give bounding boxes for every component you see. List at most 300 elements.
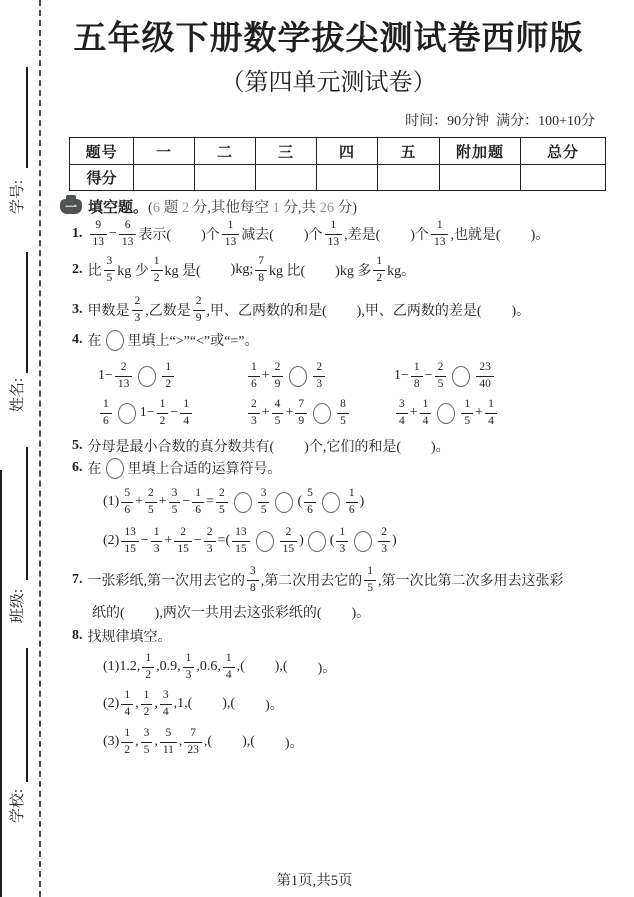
fraction bbox=[121, 690, 133, 718]
fraction bbox=[121, 488, 133, 516]
question-line bbox=[103, 651, 336, 683]
fraction-denominator: 3 bbox=[151, 541, 163, 556]
fraction-denominator: 2 bbox=[142, 667, 154, 682]
text-run: 找规律填空。 bbox=[87, 630, 172, 645]
fraction-numerator: 1 bbox=[488, 398, 494, 410]
comparison-item bbox=[98, 397, 194, 429]
fraction bbox=[222, 220, 240, 248]
fill-in-circle bbox=[289, 366, 307, 387]
fraction bbox=[141, 728, 153, 756]
sidebar-blank-line bbox=[26, 252, 28, 373]
fraction-numerator: 3 bbox=[399, 398, 405, 410]
question-number: 5. bbox=[72, 438, 83, 453]
text-run: − bbox=[193, 533, 202, 548]
fraction-denominator: 15 bbox=[232, 541, 250, 556]
question-line bbox=[72, 324, 258, 356]
fraction-denominator: 11 bbox=[160, 742, 177, 757]
fraction bbox=[192, 488, 204, 516]
question-number: 8. bbox=[72, 628, 83, 643]
fraction-denominator: 6 bbox=[248, 376, 260, 391]
comparison-item bbox=[98, 360, 176, 392]
fraction-numerator: 2 bbox=[120, 361, 127, 373]
fraction-denominator: 5 bbox=[272, 413, 284, 428]
fraction-numerator: 1 bbox=[436, 219, 443, 231]
text-run: )kg 多 bbox=[335, 264, 372, 279]
fraction bbox=[313, 362, 325, 390]
fraction bbox=[204, 527, 216, 555]
question-line bbox=[72, 452, 282, 484]
fraction-numerator: 2 bbox=[218, 487, 225, 499]
fraction bbox=[162, 362, 174, 390]
fraction-denominator: 9 bbox=[295, 413, 307, 428]
text-run: )个 bbox=[201, 228, 220, 243]
fraction-denominator: 5 bbox=[216, 502, 228, 517]
fraction-denominator: 13 bbox=[90, 234, 108, 249]
fraction-numerator: 1 bbox=[153, 255, 160, 267]
fraction-numerator: 2 bbox=[195, 295, 202, 307]
text-run: 里填上“>”“<”或“=”。 bbox=[127, 334, 259, 349]
text-run: =( bbox=[217, 533, 231, 548]
text-run: ,第一次比第二次多用去这张彩 bbox=[378, 574, 564, 589]
fraction bbox=[100, 399, 112, 427]
text-run: ,第二次用去它的 bbox=[260, 574, 363, 589]
text-run: , bbox=[178, 734, 183, 749]
question-number: 7. bbox=[72, 572, 83, 587]
text-run: ),( bbox=[222, 696, 236, 711]
fraction-denominator: 2 bbox=[162, 376, 174, 391]
comparison-item bbox=[394, 397, 499, 429]
text-run: ,乙数是 bbox=[145, 304, 191, 319]
fraction bbox=[104, 256, 116, 284]
text-run: 减去( bbox=[241, 228, 274, 243]
score-table-header-cell: 四 bbox=[317, 138, 378, 165]
text-run: )。 bbox=[431, 440, 450, 455]
fraction-numerator: 2 bbox=[316, 361, 323, 373]
fraction-denominator: 8 bbox=[255, 270, 267, 285]
question-number: 1. bbox=[72, 226, 83, 241]
sidebar-field-label: 姓名: bbox=[10, 377, 26, 413]
text-run: ),( bbox=[274, 659, 288, 674]
fraction-denominator: 13 bbox=[115, 376, 133, 391]
text-run: 1− bbox=[139, 405, 155, 420]
text-run: )。 bbox=[351, 606, 371, 621]
fraction-numerator: 3 bbox=[106, 255, 113, 267]
fraction-numerator: 1 bbox=[330, 219, 337, 231]
fraction-denominator: 6 bbox=[192, 502, 204, 517]
text-run: − bbox=[182, 494, 191, 509]
fraction bbox=[411, 362, 423, 390]
sidebar-blank-line bbox=[26, 447, 28, 580]
fraction-denominator: 3 bbox=[183, 667, 195, 682]
fraction bbox=[121, 728, 133, 756]
text-run: ) bbox=[391, 533, 397, 548]
fraction-denominator: 40 bbox=[476, 376, 494, 391]
question-line bbox=[60, 397, 597, 429]
fraction-numerator: 9 bbox=[95, 219, 102, 231]
fraction bbox=[142, 653, 154, 681]
page-footer: 第1页,共5页 bbox=[276, 873, 353, 889]
fraction-denominator: 8 bbox=[247, 580, 259, 595]
question-line bbox=[72, 564, 564, 596]
text-run: 分,其他每空 bbox=[189, 200, 273, 216]
question-line bbox=[72, 218, 549, 250]
fraction-numerator: 1 bbox=[165, 361, 172, 373]
fraction-numerator: 1 bbox=[185, 652, 192, 664]
fraction bbox=[141, 690, 153, 718]
fraction-denominator: 4 bbox=[180, 413, 192, 428]
fraction-numerator: 1 bbox=[464, 398, 471, 410]
question-number: 3. bbox=[72, 302, 83, 317]
fraction-denominator: 4 bbox=[223, 667, 235, 682]
fraction-denominator: 4 bbox=[420, 413, 432, 428]
text-run: 1− bbox=[394, 368, 409, 383]
score-table-header-cell: 二 bbox=[195, 138, 256, 165]
fraction-numerator: 1 bbox=[159, 398, 166, 410]
fraction bbox=[180, 399, 192, 427]
comparison-item bbox=[394, 360, 496, 392]
fraction bbox=[272, 399, 284, 427]
score-table-header-cell: 一 bbox=[134, 138, 195, 165]
fraction-denominator: 6 bbox=[121, 502, 133, 517]
text-run: ,甲、乙两数的和是( bbox=[206, 304, 327, 319]
text-run: ,1,( bbox=[173, 696, 193, 711]
fraction-numerator: 5 bbox=[124, 487, 131, 499]
fill-in-circle bbox=[437, 403, 455, 424]
fraction bbox=[248, 399, 260, 427]
question-number: 6. bbox=[72, 460, 83, 475]
fill-in-circle bbox=[354, 531, 372, 552]
fraction-numerator: 1 bbox=[227, 219, 234, 231]
fraction bbox=[121, 527, 139, 555]
fraction-denominator: 5 bbox=[169, 502, 181, 517]
text-run: ,( bbox=[236, 659, 245, 674]
fraction-denominator: 13 bbox=[431, 234, 449, 249]
text-run: (1)1.2, bbox=[103, 659, 141, 674]
fraction-numerator: 1 bbox=[413, 361, 420, 373]
text-run: 在 bbox=[87, 462, 102, 477]
fraction-denominator: 3 bbox=[132, 310, 144, 325]
fraction-denominator: 4 bbox=[160, 704, 172, 719]
fraction-numerator: 13 bbox=[124, 526, 136, 538]
fraction-denominator: 2 bbox=[151, 270, 163, 285]
fraction-numerator: 2 bbox=[437, 361, 444, 373]
fraction-numerator: 1 bbox=[195, 487, 202, 499]
fraction bbox=[258, 488, 270, 516]
comparison-item bbox=[246, 360, 327, 392]
text-run: ) bbox=[359, 494, 365, 509]
fraction-numerator: 1 bbox=[348, 487, 355, 499]
text-run: 题 bbox=[160, 200, 182, 216]
text-run: 分,共 bbox=[279, 200, 320, 216]
fraction-denominator: 5 bbox=[145, 502, 157, 517]
text-run: kg 少 bbox=[117, 264, 149, 279]
question-line bbox=[60, 360, 597, 392]
text-run: 甲数是 bbox=[87, 304, 130, 319]
fraction-denominator: 3 bbox=[378, 541, 390, 556]
fraction bbox=[174, 527, 192, 555]
text-run: , bbox=[135, 734, 139, 749]
question-line bbox=[103, 525, 397, 557]
score-table-header-cell: 五 bbox=[378, 138, 440, 165]
fraction-denominator: 2 bbox=[373, 270, 385, 285]
fraction-numerator: 2 bbox=[134, 295, 141, 307]
fill-in-circle bbox=[308, 531, 326, 552]
text-run: + bbox=[475, 405, 484, 420]
fraction-denominator: 9 bbox=[272, 376, 284, 391]
fraction-denominator: 4 bbox=[485, 413, 497, 428]
fraction-numerator: 1 bbox=[124, 727, 131, 739]
text-run: − bbox=[424, 368, 433, 383]
sidebar-field-label: 班级: bbox=[10, 588, 26, 624]
fill-in-circle bbox=[234, 492, 252, 513]
fraction-denominator: 3 bbox=[204, 541, 216, 556]
paper-content bbox=[60, 0, 597, 897]
fraction bbox=[461, 399, 473, 427]
fraction bbox=[304, 488, 316, 516]
fraction-numerator: 8 bbox=[340, 398, 346, 410]
fraction bbox=[160, 690, 172, 718]
text-run: − bbox=[140, 533, 149, 548]
fraction-numerator: 2 bbox=[381, 526, 387, 538]
text-run: )个,它们的和是( bbox=[304, 440, 401, 455]
fraction-denominator: 3 bbox=[248, 413, 260, 428]
text-run: )个 bbox=[303, 228, 323, 243]
fraction-numerator: 7 bbox=[190, 727, 197, 739]
fraction-denominator: 2 bbox=[121, 742, 133, 757]
fraction-numerator: 1 bbox=[376, 255, 383, 267]
fraction-numerator: 7 bbox=[298, 398, 305, 410]
fraction-numerator: 3 bbox=[260, 487, 267, 499]
text-run: )。 bbox=[530, 228, 550, 243]
fraction bbox=[248, 362, 260, 390]
fill-in-circle bbox=[118, 403, 136, 424]
fraction bbox=[132, 296, 144, 324]
fraction-denominator: 6 bbox=[100, 413, 112, 428]
fraction-denominator: 13 bbox=[119, 234, 137, 249]
text-run: (2) bbox=[103, 533, 120, 548]
text-run: + bbox=[164, 533, 173, 548]
fraction-denominator: 4 bbox=[121, 704, 133, 719]
fraction-denominator: 5 bbox=[337, 413, 349, 428]
fraction bbox=[325, 220, 343, 248]
text-run: ,( bbox=[203, 734, 213, 749]
fraction-numerator: 3 bbox=[162, 689, 169, 701]
text-run: ),( bbox=[242, 734, 255, 749]
fraction bbox=[295, 399, 307, 427]
question-line bbox=[103, 486, 364, 518]
fill-in-circle bbox=[322, 492, 340, 513]
fraction bbox=[160, 728, 177, 756]
fraction-denominator: 23 bbox=[184, 742, 202, 757]
fraction bbox=[157, 399, 169, 427]
seal-dashed-line bbox=[39, 0, 41, 897]
fraction bbox=[280, 527, 298, 555]
text-run: )kg; bbox=[230, 262, 254, 277]
exam-meta: 时间：90分钟 满分：100+10分 bbox=[405, 114, 595, 129]
sidebar-field-label: 学校: bbox=[10, 788, 26, 824]
text-run: , bbox=[154, 696, 158, 711]
text-run: )。 bbox=[284, 736, 304, 751]
fraction-denominator: 6 bbox=[346, 502, 358, 517]
question-line bbox=[72, 294, 530, 326]
question-line bbox=[103, 726, 304, 758]
fraction-numerator: 6 bbox=[124, 219, 131, 231]
text-run: kg。 bbox=[387, 264, 416, 279]
text-run: 纸的( bbox=[92, 606, 125, 621]
fraction-numerator: 1 bbox=[124, 689, 131, 701]
text-run: )。 bbox=[317, 661, 337, 676]
fraction-numerator: 2 bbox=[251, 398, 257, 410]
fraction-numerator: 1 bbox=[422, 398, 429, 410]
text-run: )个 bbox=[410, 228, 429, 243]
fraction-numerator: 2 bbox=[285, 526, 292, 538]
section-badge-number: 一 bbox=[64, 199, 77, 214]
fraction bbox=[373, 256, 385, 284]
comparison-item bbox=[246, 397, 351, 429]
fraction-denominator: 5 bbox=[141, 742, 153, 757]
sidebar-blank-line bbox=[26, 67, 28, 168]
score-table-header-cell: 总分 bbox=[521, 138, 606, 165]
fraction bbox=[396, 399, 408, 427]
fraction-denominator: 5 bbox=[461, 413, 473, 428]
fraction-denominator: 2 bbox=[157, 413, 169, 428]
fill-in-circle bbox=[452, 366, 470, 387]
text-run: )。 bbox=[511, 304, 531, 319]
text-run: 在 bbox=[87, 334, 102, 349]
text-run: 6 bbox=[152, 200, 161, 216]
fraction bbox=[183, 653, 195, 681]
fraction-numerator: 1 bbox=[339, 526, 346, 538]
score-table-header-cell: 三 bbox=[256, 138, 317, 165]
question-number: 4. bbox=[72, 332, 83, 347]
fill-in-circle bbox=[106, 330, 124, 351]
page-title: 五年级下册数学拔尖测试卷西师版 bbox=[73, 21, 584, 57]
fraction bbox=[247, 566, 259, 594]
score-table-header-cell: 题号 bbox=[70, 138, 134, 165]
fraction bbox=[272, 362, 284, 390]
text-run: + bbox=[135, 494, 143, 509]
fraction bbox=[119, 220, 137, 248]
text-run: ,0.9, bbox=[156, 659, 181, 674]
text-run: (1) bbox=[103, 494, 120, 509]
text-run: − bbox=[109, 226, 117, 241]
fill-in-circle bbox=[138, 366, 156, 387]
fraction-numerator: 1 bbox=[143, 689, 150, 701]
fraction-numerator: 7 bbox=[258, 255, 264, 267]
text-run: = bbox=[206, 494, 214, 509]
fraction-numerator: 2 bbox=[180, 526, 187, 538]
text-run: ) bbox=[299, 533, 304, 548]
fraction-denominator: 3 bbox=[336, 541, 348, 556]
fraction bbox=[378, 527, 390, 555]
fraction-denominator: 15 bbox=[280, 541, 298, 556]
text-run: + bbox=[285, 405, 294, 420]
text-run: + bbox=[261, 368, 270, 383]
fraction-denominator: 15 bbox=[174, 541, 192, 556]
fraction-numerator: 2 bbox=[206, 526, 213, 538]
text-run: 1 bbox=[272, 200, 280, 216]
fraction-numerator: 1 bbox=[145, 652, 152, 664]
text-run: 里填上合适的运算符号。 bbox=[127, 462, 282, 477]
fraction-denominator: 15 bbox=[121, 541, 139, 556]
text-run: kg 比( bbox=[268, 264, 306, 279]
fraction-numerator: 3 bbox=[171, 487, 178, 499]
fraction-numerator: 2 bbox=[274, 361, 281, 373]
fraction bbox=[346, 488, 358, 516]
fraction-numerator: 4 bbox=[274, 398, 281, 410]
question-line bbox=[72, 254, 415, 286]
sidebar-blank-line bbox=[26, 648, 28, 782]
fraction-denominator: 5 bbox=[104, 270, 116, 285]
text-run: ,也就是( bbox=[450, 228, 501, 243]
fraction bbox=[336, 527, 348, 555]
fraction-numerator: 1 bbox=[183, 398, 190, 410]
fraction-numerator: 13 bbox=[235, 526, 247, 538]
text-run: kg 是( bbox=[164, 264, 201, 279]
text-run: , bbox=[154, 734, 158, 749]
text-run: 1− bbox=[98, 368, 113, 383]
text-run: ( bbox=[148, 200, 153, 216]
fraction-denominator: 5 bbox=[435, 376, 447, 391]
questions-area bbox=[60, 0, 597, 897]
section-title: 填空题。 bbox=[88, 200, 149, 216]
fraction bbox=[151, 256, 163, 284]
fraction bbox=[232, 527, 250, 555]
fraction-denominator: 5 bbox=[258, 502, 270, 517]
fraction-numerator: 5 bbox=[165, 727, 172, 739]
fraction-denominator: 2 bbox=[141, 704, 153, 719]
text-run: ,差是( bbox=[344, 228, 381, 243]
fraction-denominator: 8 bbox=[411, 376, 423, 391]
sidebar-field-label: 学号: bbox=[10, 179, 26, 215]
text-run: 比 bbox=[87, 264, 102, 279]
fraction-numerator: 2 bbox=[147, 487, 154, 499]
fraction-denominator: 3 bbox=[313, 376, 325, 391]
fraction-denominator: 13 bbox=[222, 234, 240, 249]
text-run: 一张彩纸,第一次用去它的 bbox=[87, 574, 245, 589]
fraction bbox=[420, 399, 432, 427]
question-line bbox=[103, 688, 284, 720]
text-run: 分) bbox=[334, 200, 358, 216]
text-run: ( bbox=[329, 533, 335, 548]
fraction-denominator: 9 bbox=[193, 310, 205, 325]
text-run: , bbox=[135, 696, 139, 711]
fraction-numerator: 1 bbox=[153, 526, 160, 538]
fraction bbox=[115, 362, 133, 390]
text-run: 表示( bbox=[138, 228, 172, 243]
fraction-numerator: 1 bbox=[103, 398, 109, 410]
text-run: + bbox=[409, 405, 418, 420]
text-run: )。 bbox=[265, 698, 284, 713]
fill-in-circle bbox=[313, 403, 331, 424]
text-run: 2 bbox=[181, 200, 190, 216]
fraction-numerator: 1 bbox=[225, 652, 232, 664]
fraction-numerator: 3 bbox=[250, 565, 256, 577]
fill-in-circle bbox=[106, 458, 124, 479]
text-run: 26 bbox=[319, 200, 335, 216]
fraction-denominator: 5 bbox=[364, 580, 376, 595]
text-run: + bbox=[261, 405, 270, 420]
text-run: 分母是最小合数的真分数共有( bbox=[87, 440, 275, 455]
fraction-numerator: 5 bbox=[307, 487, 313, 499]
page-edge-line bbox=[0, 470, 2, 897]
fraction bbox=[435, 362, 447, 390]
fraction bbox=[337, 399, 349, 427]
fraction-denominator: 4 bbox=[396, 413, 408, 428]
text-run: ,0.6, bbox=[196, 659, 221, 674]
text-run: ),两次一共用去这张彩纸的( bbox=[154, 606, 322, 621]
fraction bbox=[90, 220, 108, 248]
